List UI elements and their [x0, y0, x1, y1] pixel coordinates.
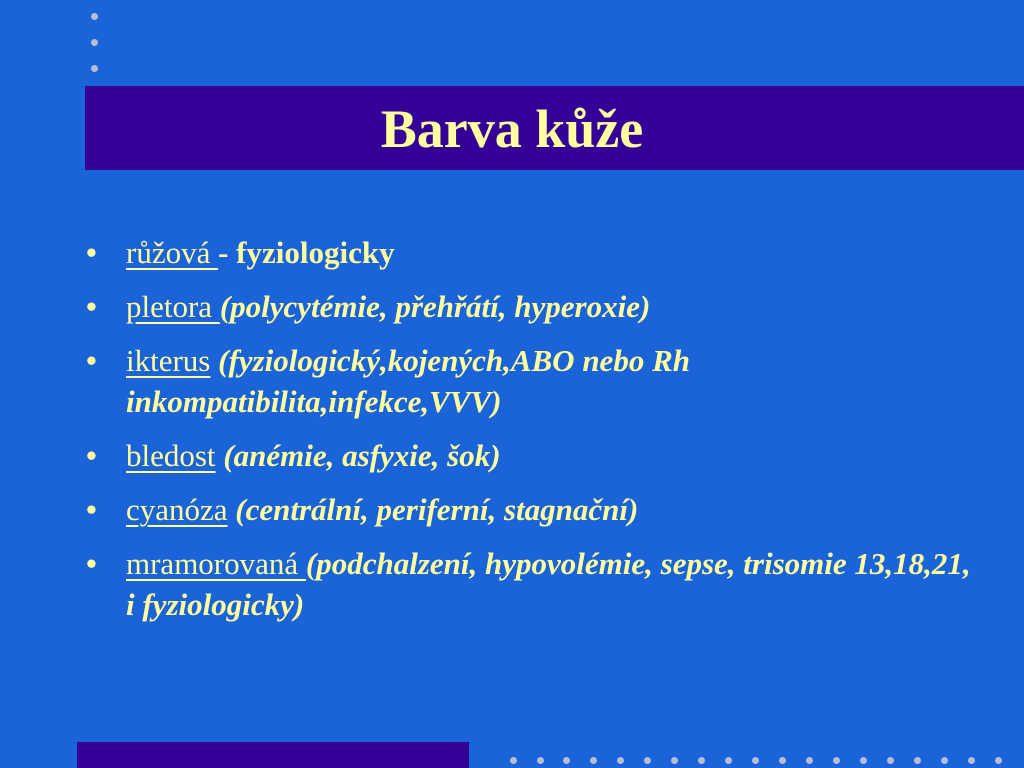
decorative-dot [698, 757, 705, 764]
decorative-dot [563, 757, 570, 764]
decorative-dot [537, 757, 544, 764]
decorative-dot [887, 757, 894, 764]
term-link[interactable]: pletora [126, 289, 220, 324]
item-description: (fyziologický,kojených,ABO nebo Rh inkompatibilita,infekce,VVV) [126, 343, 690, 419]
decorative-dot [510, 757, 517, 764]
decorative-dot [671, 757, 678, 764]
item-description: (anémie, asfyxie, šok) [215, 438, 501, 473]
bullet-symbol: • [86, 492, 97, 527]
bullet-symbol: • [86, 546, 97, 581]
decorative-dot [833, 757, 840, 764]
bullet-item [86, 489, 986, 530]
term-link[interactable]: růžová [126, 235, 219, 270]
item-description: (podchalzení, hypovolémie, sepse, trisomie 13,18,21, i fyziologicky) [126, 546, 971, 622]
decorative-dot [914, 757, 921, 764]
term-link[interactable]: cyanóza [126, 492, 228, 527]
term-link[interactable]: bledost [126, 438, 216, 473]
decorative-dot [91, 13, 98, 20]
item-description: - fyziologicky [218, 235, 395, 270]
term-link[interactable]: ikterus [126, 343, 211, 378]
term-link[interactable]: mramorovaná [126, 546, 306, 581]
decorative-dot [590, 757, 597, 764]
decorative-dot [968, 757, 975, 764]
decorative-dot [941, 757, 948, 764]
bullet-symbol: • [86, 343, 97, 378]
bullet-item [86, 543, 986, 625]
decorative-dot [617, 757, 624, 764]
decorative-dot [779, 757, 786, 764]
decorative-dot [806, 757, 813, 764]
bullet-symbol: • [86, 235, 97, 270]
item-description: (centrální, periferní, stagnační) [227, 492, 639, 527]
bullet-item [86, 232, 986, 273]
item-description: (polycytémie, přehřátí, hyperoxie) [219, 289, 651, 324]
bullet-symbol: • [86, 289, 97, 324]
decorative-dot [995, 757, 1002, 764]
decorative-dot [644, 757, 651, 764]
bullet-item [86, 286, 986, 327]
bottom-accent-bar [77, 742, 469, 768]
decorative-dot [91, 65, 98, 72]
bullet-symbol: • [86, 438, 97, 473]
slide-title: Barva kůže [380, 99, 644, 159]
decorative-dot [91, 39, 98, 46]
decorative-dot [860, 757, 867, 764]
bullet-item [86, 435, 986, 476]
bullet-item [86, 340, 986, 422]
decorative-dot [752, 757, 759, 764]
decorative-dot [725, 757, 732, 764]
bullet-list [86, 232, 986, 638]
